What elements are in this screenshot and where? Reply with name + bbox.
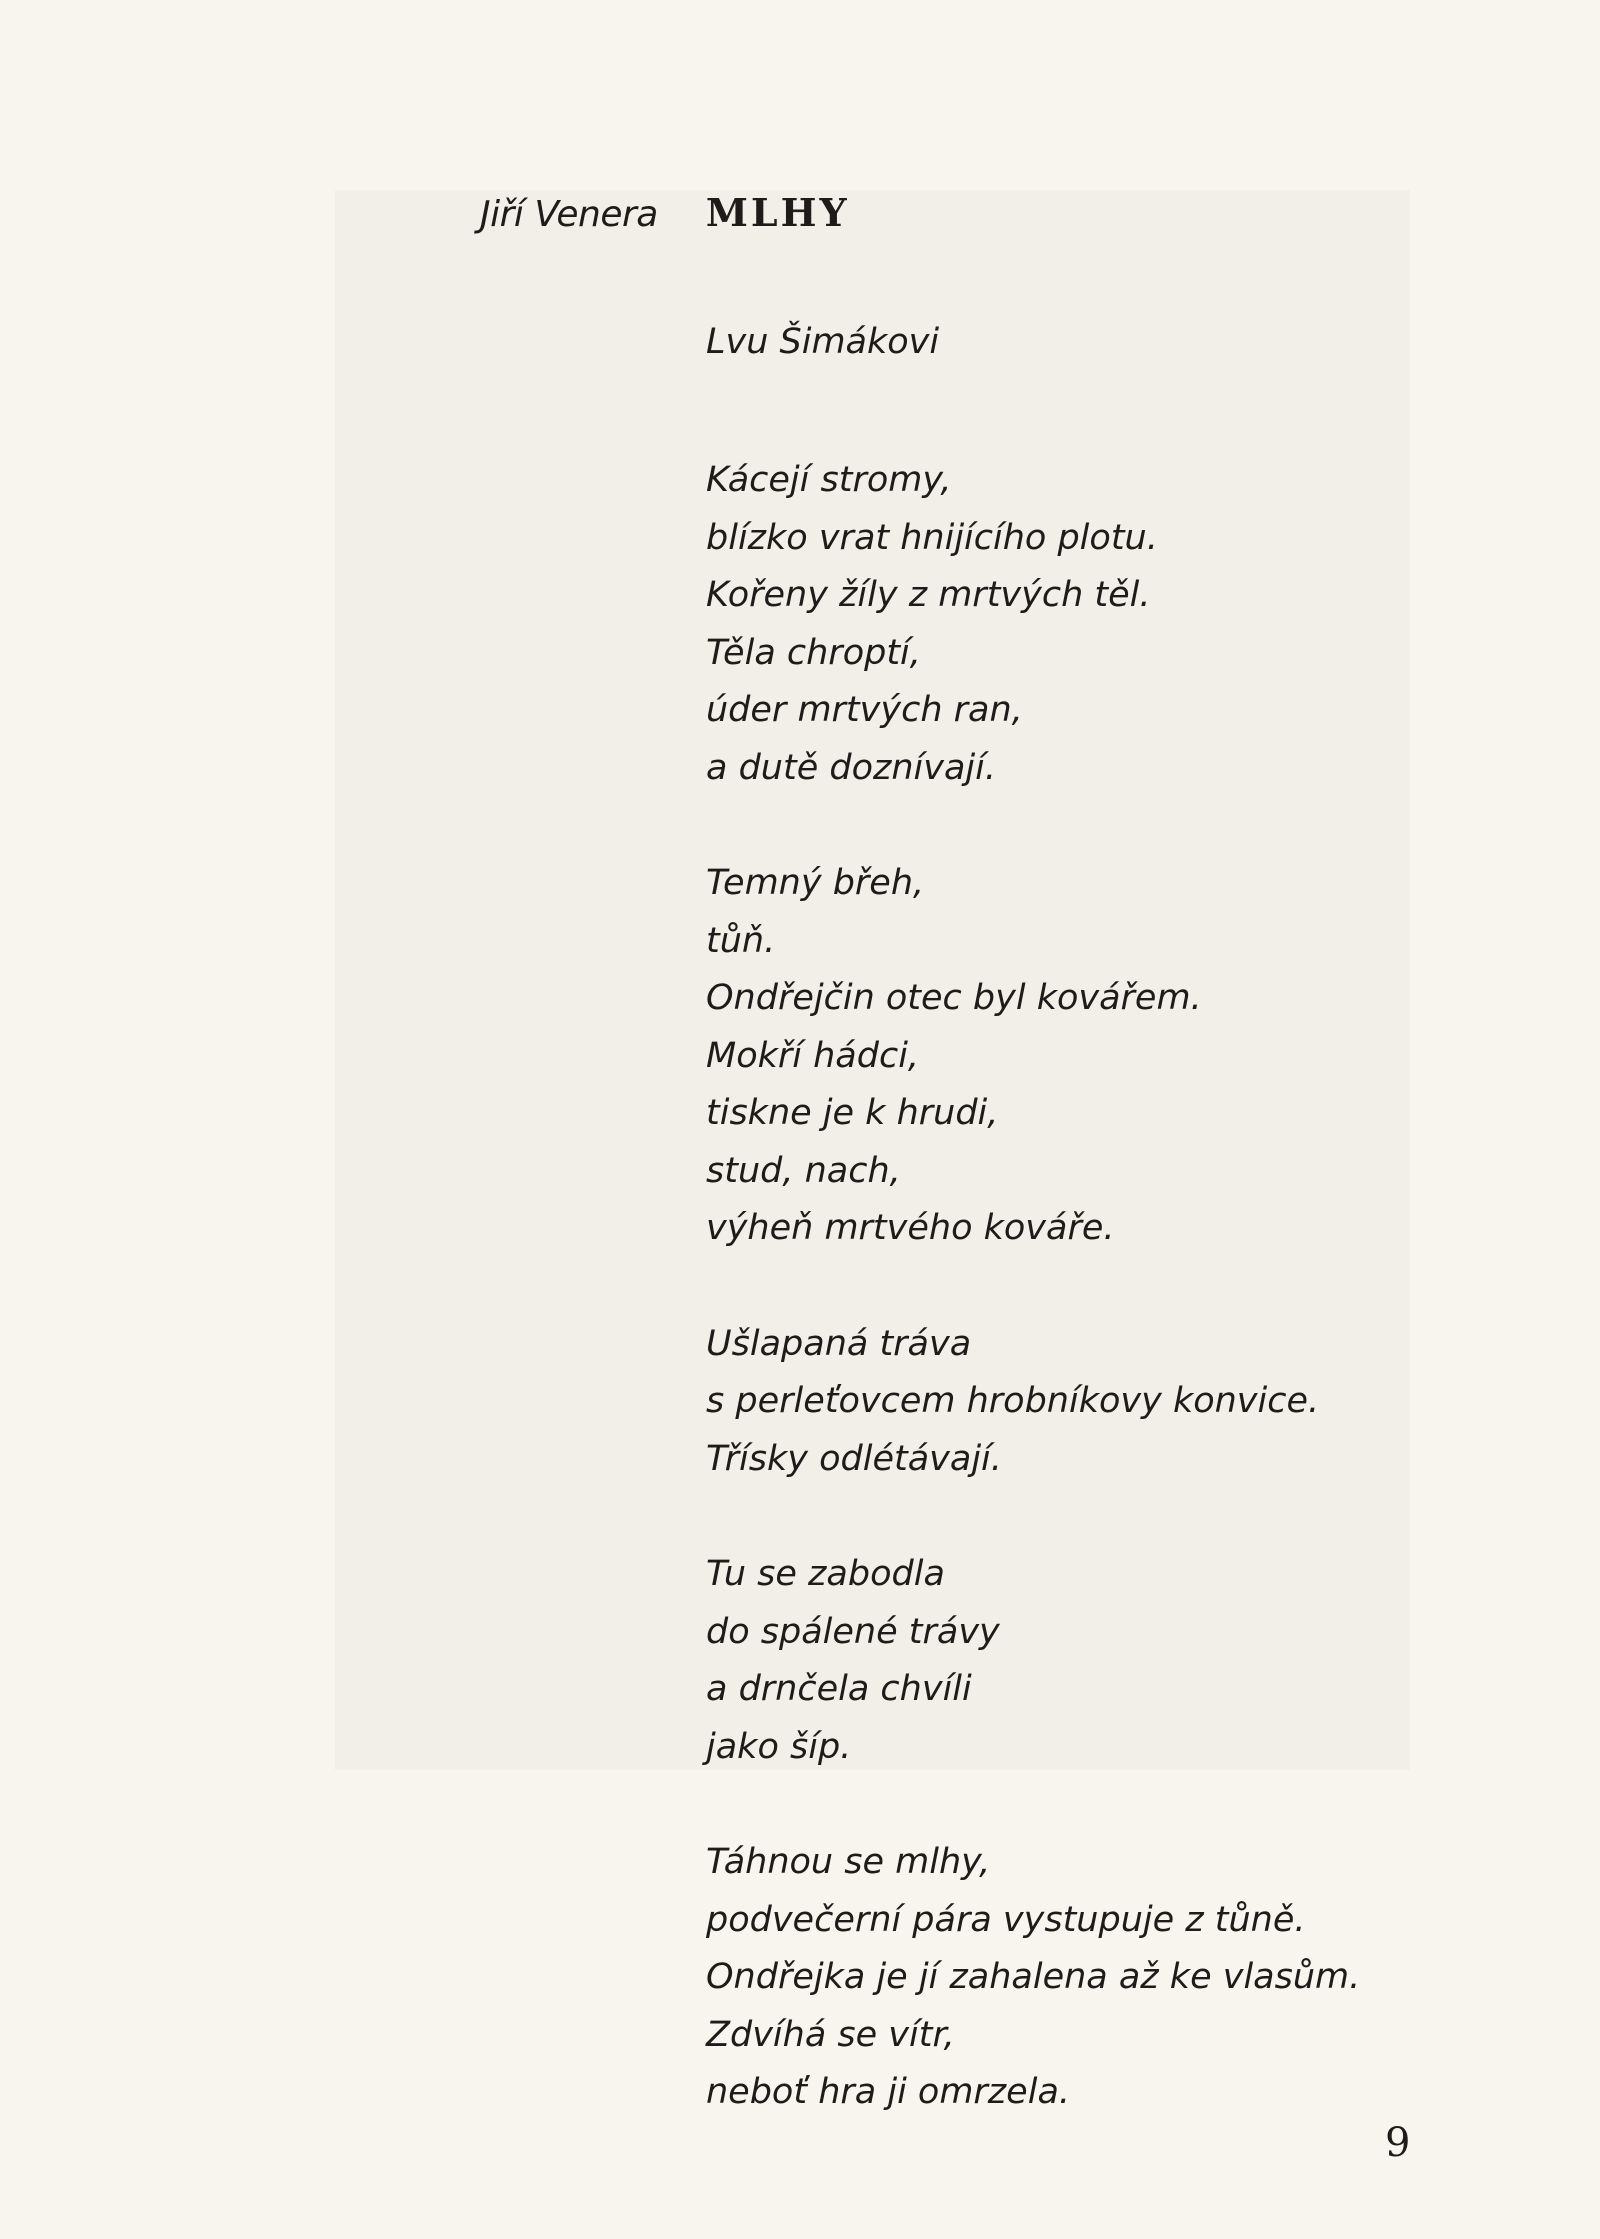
stanza (706, 1834, 1360, 2122)
poem-line: Ondřejčin otec byl kovářem. (706, 978, 1202, 1018)
poem-line: tůň. (706, 920, 776, 961)
poem-line: Tu se zabodla (706, 1554, 945, 1594)
stanza (706, 1546, 1360, 1776)
dedication: Lvu Šimákovi (706, 322, 940, 362)
poem-line: Mokří hádci, (706, 1035, 920, 1076)
poem-body (706, 452, 1360, 2180)
poem-line: Táhnou se mlhy, (706, 1842, 991, 1882)
poem-header (480, 190, 850, 240)
poem-line: tiskne je k hrudi, (706, 1093, 999, 1133)
poem-line: Těla chroptí, (706, 632, 921, 673)
poem-line: úder mrtvých ran, (706, 690, 1023, 730)
author-name: Jiří Venera (480, 194, 658, 235)
poem-line: neboť hra ji omrzela. (706, 2072, 1071, 2112)
stanza (706, 452, 1360, 797)
poem-line: Zdvíhá se vítr, (706, 2014, 955, 2055)
poem-line: do spálené trávy (706, 1611, 1000, 1652)
poem-line: Temný břeh, (706, 863, 925, 903)
poem-line: stud, nach, (706, 1150, 901, 1191)
poem-title: MLHY (705, 190, 850, 235)
poem-line: Ušlapaná tráva (706, 1323, 972, 1364)
page-number: 9 (1385, 2120, 1411, 2166)
poem-line: Kořeny žíly z mrtvých těl. (706, 575, 1151, 615)
poem-line: Ondřejka je jí zahalena až ke vlasům. (706, 1957, 1361, 1997)
poem-line: blízko vrat hnijícího plotu. (706, 517, 1158, 558)
poem-line: Třísky odlétávají. (706, 1438, 1002, 1479)
poem-line: Kácejí stromy, (706, 460, 952, 500)
poem-line: podvečerní pára vystupuje z tůně. (706, 1899, 1306, 1940)
stanza (706, 855, 1360, 1258)
stanza (706, 1316, 1360, 1489)
poem-line: a dutě doznívají. (706, 747, 996, 788)
poem-line: výheň mrtvého kováře. (706, 1208, 1115, 1248)
poem-line: jako šíp. (706, 1726, 852, 1767)
poem-line: a drnčela chvíli (706, 1669, 972, 1709)
poem-line: s perleťovcem hrobníkovy konvice. (706, 1381, 1320, 1421)
